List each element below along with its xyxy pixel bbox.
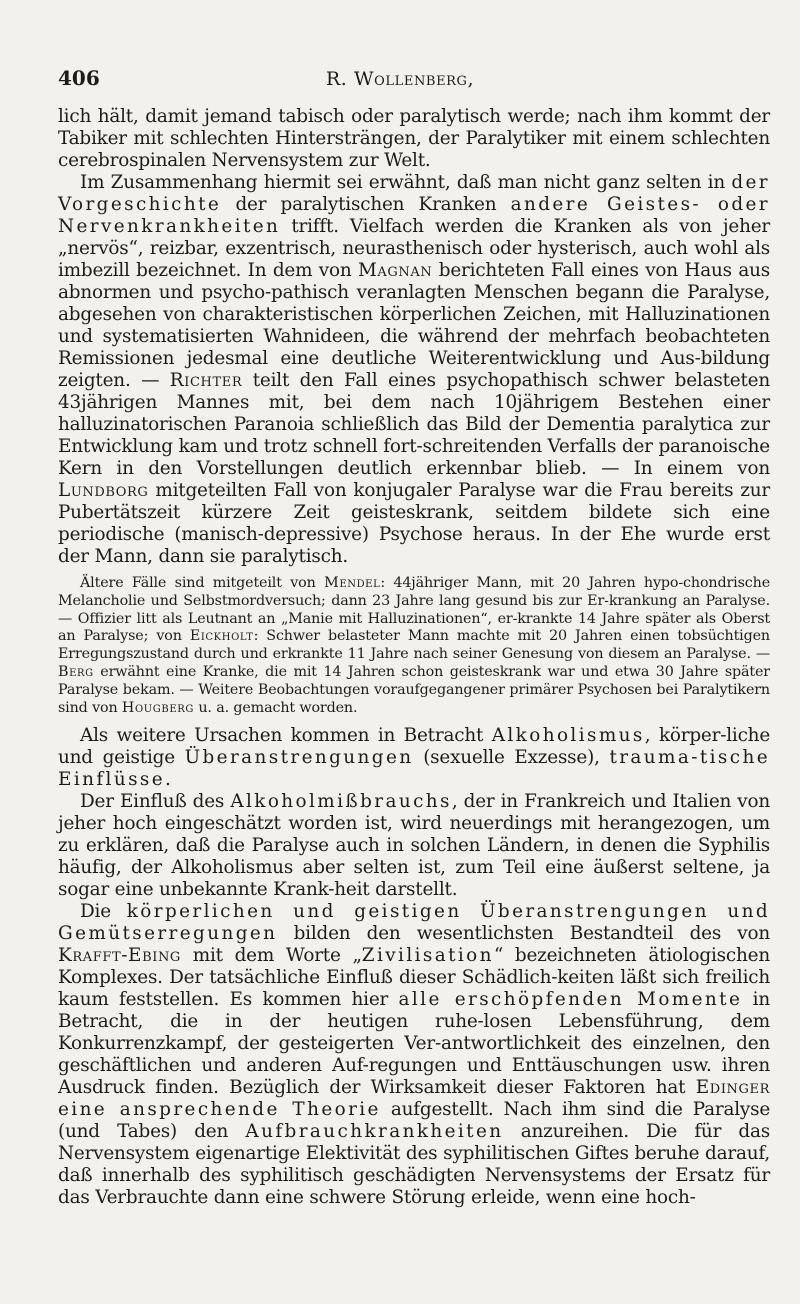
text-run: lich hält, damit jemand tabisch oder paralytisch werde; nach ihm kommt der Tabiker mit schlechten Hintersträngen, der Paralytiker mit einem schlechten cerebrospinalen Nervensystem zur Welt.	[58, 106, 770, 171]
text-run: Als weitere Ursachen kommen in Betracht	[80, 725, 492, 747]
emphasized-text: trauma-tische Einflüsse	[58, 747, 770, 791]
author-name: Edinger	[695, 1077, 770, 1099]
text-run: , der in Frankreich und Italien von jeher hoch eingeschätzt worden ist, wird neuerdings mit herangezogen, um zu erklären, daß die Paralyse auch in solchen Ländern, in denen die Syphilis häufig, der Alkoholismus aber selten ist, zum Teil eine äußerst seltene, ja sogar eine unbekannte Krank-heit darstellt.	[58, 791, 770, 901]
text-run: Im Zusammenhang hiermit sei erwähnt, daß man nicht ganz selten in	[80, 172, 732, 193]
text-run: .	[165, 769, 171, 791]
text-run: berichteten Fall eines von Haus aus abnormen und psycho-pathisch veranlagten Menschen begann die Paralyse, abgesehen von charakteristischen körperlichen Zeichen, mit Halluzinationen und systematisierten Wahnideen, die während der mehrfach beobachteten Remissionen jedesmal eine deutliche Weiterentwicklung und Aus-bildung zeigten. —	[58, 260, 771, 391]
paragraph	[58, 901, 770, 1209]
text-run: teilt den Fall eines psychopathisch schwer belasteten 43jährigen Mannes mit, bei dem nach 10jährigem Bestehen einer halluzinatorischen Paranoia schließlich das Bild der Dementia paralytica zur Entwicklung kam und trotz schnell fort-schreitenden Verfalls der paranoische Kern in den Vorstellungen deutlich erkennbar blieb. — In einem von	[58, 370, 770, 479]
emphasized-text: der Vorgeschichte	[58, 172, 770, 215]
emphasized-text: körperlichen und geistigen Überanstrengungen und Gemütserregungen	[58, 901, 770, 945]
emphasized-text: Überanstrengungen	[184, 747, 414, 769]
author-name: Hougberg	[121, 699, 194, 716]
paragraph	[58, 172, 770, 568]
author-name: Lundborg	[58, 480, 149, 501]
running-title-text: R. Wollenberg,	[325, 68, 475, 90]
emphasized-text: andere Geistes- oder Nervenkrankheiten	[58, 194, 770, 237]
body-text	[58, 106, 770, 1209]
text-run: Ältere Fälle sind mitgeteilt von	[80, 575, 325, 591]
paragraph	[58, 106, 770, 172]
author-name: Berg	[58, 663, 94, 680]
running-title	[58, 68, 742, 90]
page-number: 406	[58, 66, 100, 90]
page-header	[58, 66, 742, 90]
text-run: bilden den wesentlichsten Bestandteil des von	[277, 923, 770, 945]
text-run: in Betracht, die in der heutigen ruhe-losen Lebensführung, dem Konkurrenzkampf, der gesteigerten Ver-antwortlichkeit des einzelnen, den geschäftlichen und anderen Auf-regungen und Enttäuschungen usw. ihren Ausdruck finden. Bezüglich der Wirksamkeit dieser Faktoren hat	[58, 989, 770, 1099]
emphasized-text: alle erschöpfenden Momente	[398, 989, 743, 1011]
text-run: trifft. Vielfach werden die Kranken als von jeher „nervös“, reizbar, exzentrisch, neurasthenisch oder hysterisch, auch wohl als imbezill bezeichnet. In dem von	[58, 216, 770, 281]
text-run: : 44jähriger Mann, mit 20 Jahren hypo-chondrische Melancholie und Selbstmordversuch; dann 23 Jahre lang gesund bis zur Er-krankung an Paralyse. — Offizier litt als Leutnant an „Manie mit Halluzinationen“, er-krankte 14 Jahre später als Oberst an Paralyse; von	[58, 575, 770, 645]
text-run: aufgestellt. Nach ihm sind die Paralyse (und Tabes) den	[58, 1099, 771, 1143]
text-run: mitgeteilten Fall von konjugaler Paralyse war die Frau bereits zur Pubertätszeit kürzere Zeit geisteskrank, seitdem bildete sich eine periodische (manisch-depressive) Psychose heraus. In der Ehe wurde erst der Mann, dann sie paralytisch.	[58, 480, 770, 567]
paragraph	[58, 791, 770, 901]
paragraph	[58, 725, 770, 791]
text-run: erwähnt eine Kranke, die mit 14 Jahren schon geisteskrank war und etwa 30 Jahre später Paralyse bekam. — Weitere Beobachtungen voraufgegangener primärer Psychosen bei Paralytikern sind von	[58, 663, 770, 716]
text-run: mit dem Worte „	[180, 945, 362, 967]
author-name: Richter	[169, 370, 243, 391]
author-name: Magnan	[357, 260, 433, 281]
text-run: anzureihen. Die für das Nervensystem eigenartige Elektivität des syphilitischen Giftes beruhe darauf, daß innerhalb des syphilitisch geschädigten Nervensystems der Ersatz für das Verbrauchte dann eine schwere Störung erleide, wenn eine hoch-	[58, 1121, 771, 1209]
footnote-paragraph	[58, 575, 770, 717]
text-run: “ bezeichneten ätiologischen Komplexes. Der tatsächliche Einfluß dieser Schädlich-keiten läßt sich freilich kaum feststellen. Es kommen hier	[58, 945, 770, 1011]
emphasized-text: Alkoholmißbrauchs	[230, 791, 452, 813]
emphasized-text: Alkoholismus	[491, 725, 645, 747]
text-run: der paralytischen Kranken	[221, 194, 511, 215]
author-name: Eickholt	[189, 628, 254, 645]
text-run: , körper-liche und geistige	[58, 725, 770, 769]
emphasized-text: eine ansprechende Theorie	[58, 1099, 381, 1121]
text-run: u. a. gemacht worden.	[193, 699, 358, 716]
emphasized-text: Aufbrauchkrankheiten	[245, 1121, 504, 1143]
author-name: Krafft-Ebing	[58, 945, 181, 967]
author-name: Mendel	[324, 575, 381, 591]
text-run: Der Einfluß des	[80, 791, 231, 813]
emphasized-text: Zivilisation	[361, 945, 494, 967]
text-run: Die	[80, 901, 127, 923]
text-run: (sexuelle Exzesse),	[413, 747, 610, 769]
text-run: : Schwer belasteter Mann machte mit 20 Jahren einen tobsüchtigen Erregungszustand durch und erkrankte 11 Jahre nach seiner Genesung von diesem an Paralyse. —	[58, 628, 770, 663]
